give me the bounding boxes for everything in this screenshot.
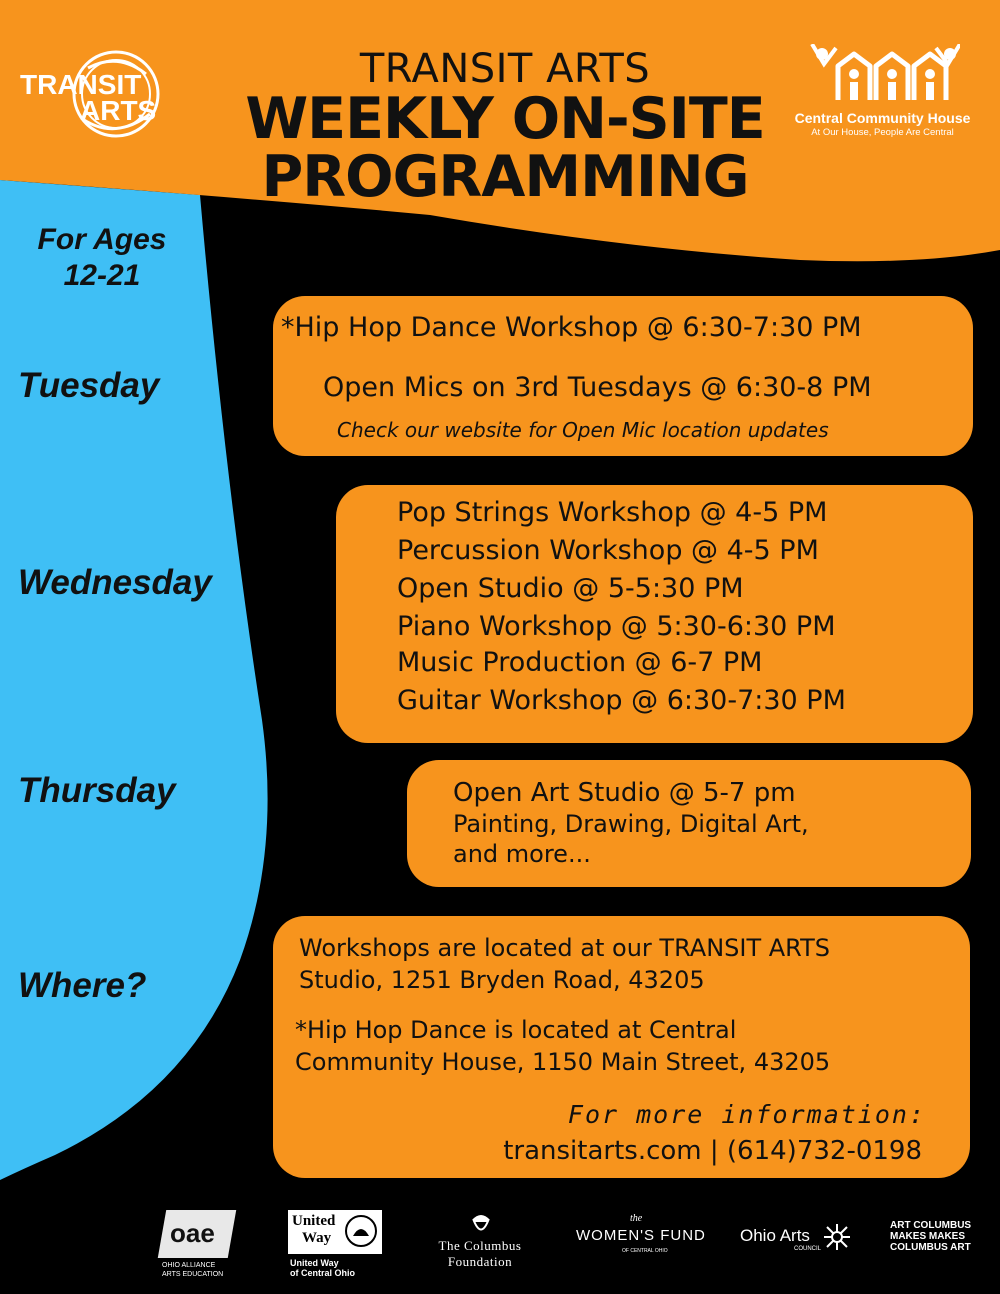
tuesday-schedule-box: [273, 296, 973, 456]
womens-fund-script: the: [630, 1213, 643, 1224]
tuesday-item: *Hip Hop Dance Workshop @ 6:30-7:30 PM: [281, 312, 862, 343]
thursday-detail: and more...: [453, 840, 591, 868]
cch-logo-name: Central Community House: [794, 110, 971, 126]
page-title: [215, 86, 795, 210]
united-way-text: United Way: [290, 1258, 339, 1268]
thursday-item: Open Art Studio @ 5-7 pm: [453, 778, 796, 808]
oaae-mark: oae: [170, 1218, 215, 1248]
transit-arts-swirl-logo: [18, 48, 178, 140]
title-line2: PROGRAMMING: [261, 144, 749, 210]
ohio-arts-star-icon: [822, 1222, 852, 1252]
location-text: Workshops are located at our TRANSIT ARTS: [299, 934, 830, 962]
columbus-foundation-text: Foundation: [447, 1254, 513, 1269]
wednesday-item: Guitar Workshop @ 6:30-7:30 PM: [397, 685, 846, 716]
ohio-arts-logo: Ohio Arts: [740, 1226, 810, 1245]
transit-logo-line2: ARTS: [80, 95, 157, 126]
wednesday-item: Percussion Workshop @ 4-5 PM: [397, 535, 819, 566]
day-label-where: Where?: [18, 966, 147, 1005]
columbus-foundation-text: The Columbus: [438, 1238, 522, 1253]
contact-info[interactable]: transitarts.com | (614)732-0198: [503, 1136, 922, 1166]
houses-people-icon: [810, 44, 960, 104]
location-text: Community House, 1150 Main Street, 43205: [295, 1048, 831, 1076]
oaae-text: OHIO ALLIANCE: [162, 1262, 216, 1269]
where-info-box: [273, 916, 970, 1178]
cch-logo-tagline: At Our House, People Are Central: [811, 127, 954, 138]
tuesday-note: Check our website for Open Mic location updates: [337, 418, 829, 442]
art-columbus-logo: [890, 1220, 971, 1253]
oaae-text: ARTS EDUCATION: [162, 1271, 224, 1278]
thursday-detail: Painting, Drawing, Digital Art,: [453, 810, 809, 838]
ages-label: [22, 222, 182, 294]
united-way-hand-icon: [344, 1214, 378, 1248]
ages-line2: 12-21: [63, 259, 141, 292]
day-label-thursday: Thursday: [18, 771, 176, 810]
header-org: TRANSIT ARTS: [359, 46, 651, 92]
tuesday-item: Open Mics on 3rd Tuesdays @ 6:30-8 PM: [323, 372, 872, 403]
wednesday-schedule-box: [336, 485, 973, 743]
womens-fund-logo: WOMEN'S FUND: [576, 1227, 706, 1244]
day-label-wednesday: Wednesday: [18, 563, 212, 602]
wednesday-item: Music Production @ 6-7 PM: [397, 647, 763, 678]
title-line1: WEEKLY ON-SITE: [245, 86, 765, 152]
more-info-label: For more information:: [567, 1100, 926, 1129]
art-columbus-text: ART COLUMBUS: [890, 1220, 972, 1231]
wednesday-item: Open Studio @ 5-5:30 PM: [397, 573, 744, 604]
wednesday-item: Piano Workshop @ 5:30-6:30 PM: [397, 611, 836, 642]
united-way-text: of Central Ohio: [290, 1268, 355, 1278]
art-columbus-text: MAKES MAKES: [890, 1231, 966, 1242]
thursday-schedule-box: [407, 760, 971, 887]
acorn-icon: [470, 1210, 492, 1234]
wednesday-item: Pop Strings Workshop @ 4-5 PM: [397, 497, 828, 528]
art-columbus-text: COLUMBUS ART: [890, 1242, 971, 1253]
united-way-mark: United: [292, 1213, 336, 1229]
united-way-mark: Way: [302, 1230, 332, 1246]
day-label-tuesday: Tuesday: [18, 366, 160, 405]
location-text: *Hip Hop Dance is located at Central: [295, 1016, 737, 1044]
womens-fund-sub: OF CENTRAL OHIO: [622, 1248, 668, 1254]
ohio-arts-sub: COUNCIL: [794, 1246, 822, 1252]
transit-logo-line1: TRANSIT: [20, 69, 142, 100]
location-text: Studio, 1251 Bryden Road, 43205: [299, 966, 705, 994]
ages-line1: For Ages: [37, 223, 167, 256]
